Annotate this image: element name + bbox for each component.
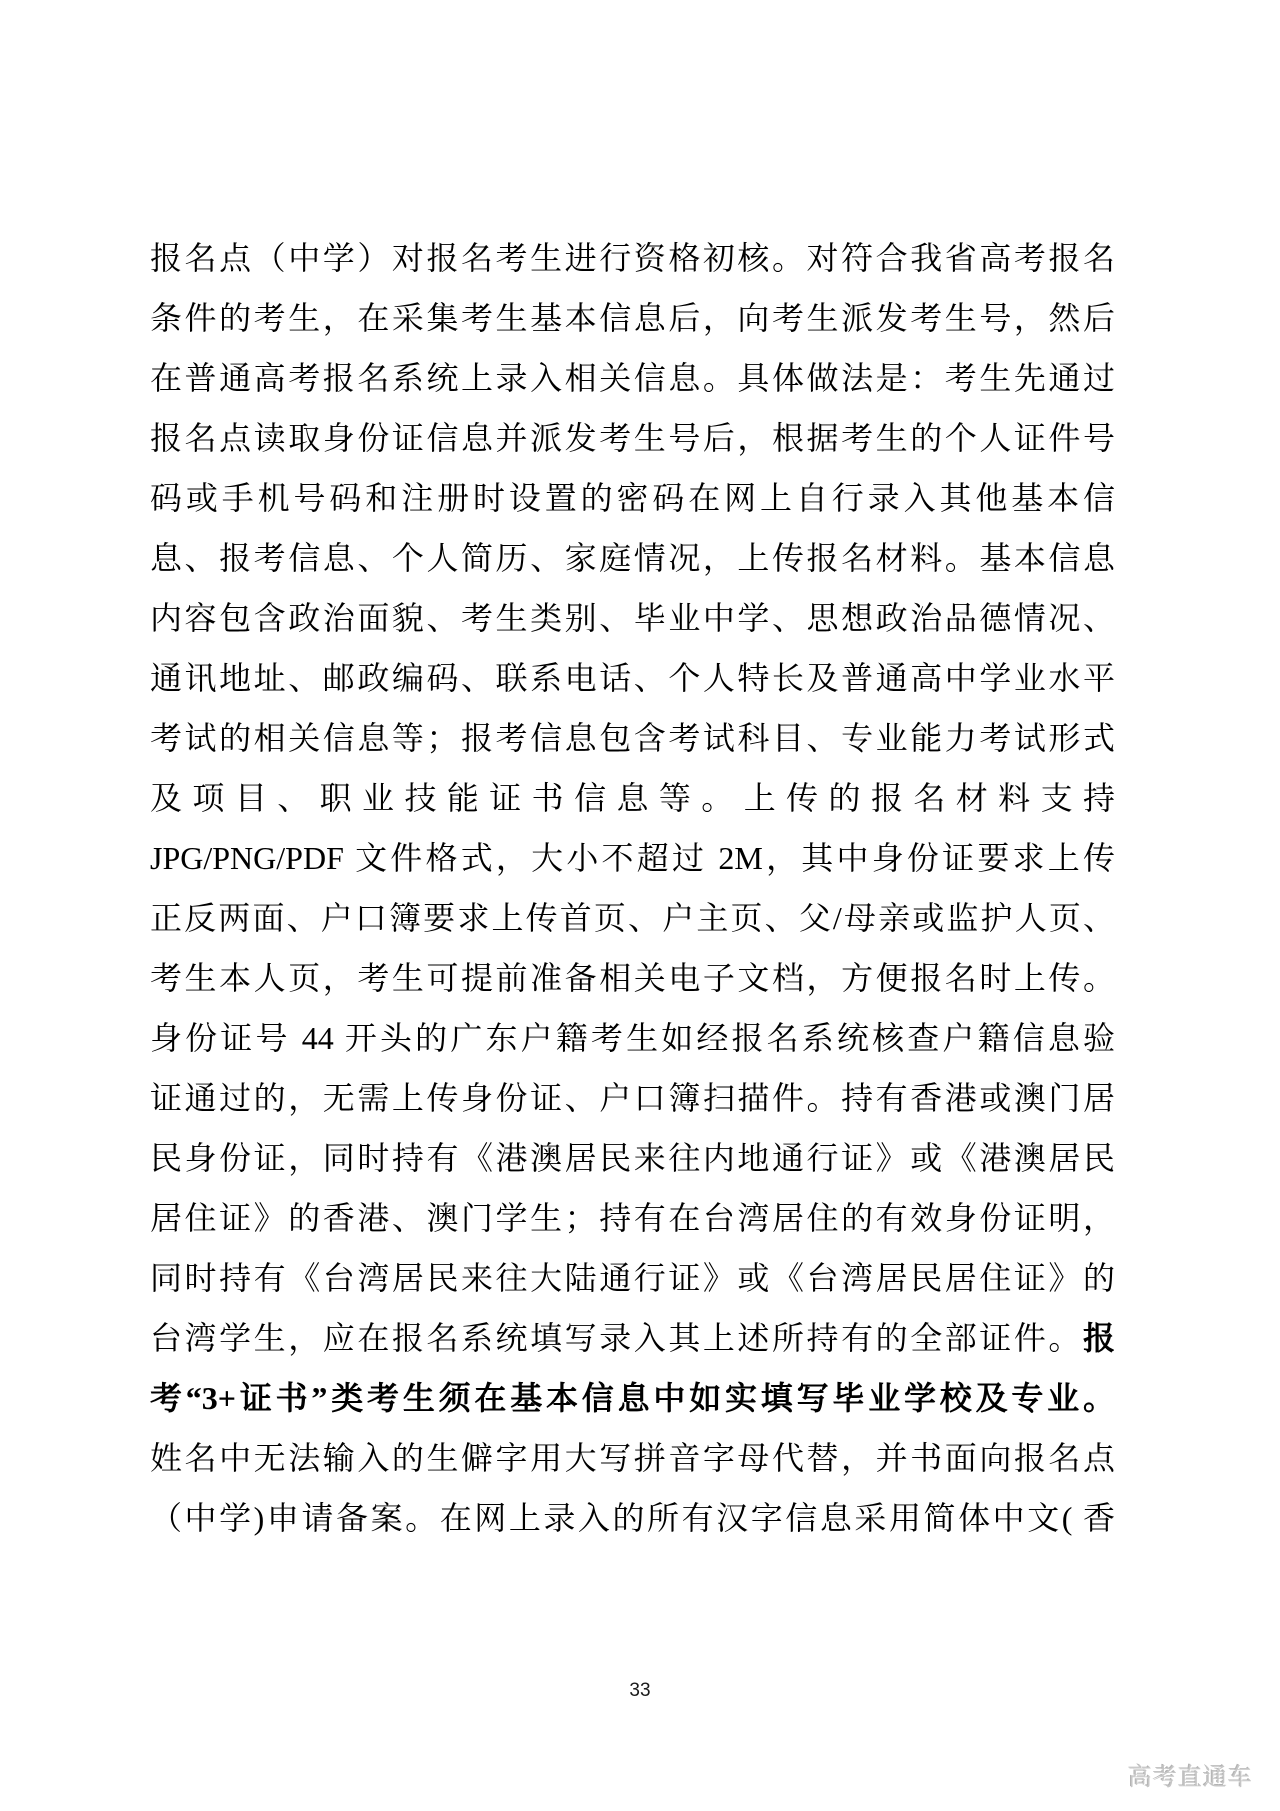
text-segment: 报名点读取身份证信息并派发考生号后，根据考生的个人证件号 [150, 420, 1115, 456]
text-line [150, 1308, 1115, 1368]
text-line [150, 1188, 1115, 1248]
page-number: 33 [629, 1680, 651, 1701]
text-segment: 姓名中无法输入的生僻字用大写拼音字母代替，并书面向报名点 [150, 1440, 1115, 1476]
text-segment: 息、报考信息、个人简历、家庭情况，上传报名材料。基本信息 [150, 540, 1115, 576]
bold-text-segment: 考“3+证书”类考生须在基本信息中如实填写毕业学校及专业。 [150, 1380, 1115, 1416]
bold-text-segment: 报 [1082, 1320, 1115, 1356]
text-segment: 同时持有《台湾居民来往大陆通行证》或《台湾居民居住证》的 [150, 1260, 1115, 1296]
text-segment: 通讯地址、邮政编码、联系电话、个人特长及普通高中学业水平 [150, 660, 1115, 696]
text-segment: 民身份证，同时持有《港澳居民来往内地通行证》或《港澳居民 [150, 1140, 1115, 1176]
text-line [150, 1248, 1115, 1308]
text-segment: 证通过的，无需上传身份证、户口簿扫描件。持有香港或澳门居 [150, 1080, 1115, 1116]
text-segment: 身份证号 44 开头的广东户籍考生如经报名系统核查户籍信息验 [150, 1020, 1115, 1056]
text-segment: 台湾学生，应在报名系统填写录入其上述所持有的全部证件。 [150, 1320, 1083, 1356]
text-line [150, 348, 1115, 408]
text-segment: 及项目、职业技能证书信息等。上传的报名材料支持 [150, 780, 1115, 816]
watermark: 高考直通车 [1128, 1764, 1253, 1791]
text-segment: 考生本人页，考生可提前准备相关电子文档，方便报名时上传。 [150, 960, 1115, 996]
text-line [150, 828, 1115, 888]
text-segment: 条件的考生，在采集考生基本信息后，向考生派发考生号，然后 [150, 300, 1115, 336]
text-line [150, 288, 1115, 348]
text-line [150, 1488, 1115, 1548]
text-segment: 内容包含政治面貌、考生类别、毕业中学、思想政治品德情况、 [150, 600, 1115, 636]
text-line [150, 708, 1115, 768]
text-line [150, 888, 1115, 948]
text-line [150, 948, 1115, 1008]
text-block [150, 228, 1115, 1548]
text-segment: 在普通高考报名系统上录入相关信息。具体做法是：考生先通过 [150, 360, 1115, 396]
text-line [150, 228, 1115, 288]
text-segment: JPG/PNG/PDF 文件格式，大小不超过 2M，其中身份证要求上传 [150, 840, 1115, 876]
text-segment: 考试的相关信息等；报考信息包含考试科目、专业能力考试形式 [150, 720, 1115, 756]
text-line [150, 1068, 1115, 1128]
text-line [150, 1368, 1115, 1428]
text-line [150, 1008, 1115, 1068]
text-line [150, 1128, 1115, 1188]
text-segment: 码或手机号码和注册时设置的密码在网上自行录入其他基本信 [150, 480, 1115, 516]
text-line [150, 648, 1115, 708]
text-line [150, 768, 1115, 828]
text-segment: （中学)申请备案。在网上录入的所有汉字信息采用简体中文( 香 [150, 1500, 1115, 1536]
text-segment: 居住证》的香港、澳门学生；持有在台湾居住的有效身份证明， [150, 1200, 1115, 1236]
text-segment: 正反两面、户口簿要求上传首页、户主页、父/母亲或监护人页、 [150, 900, 1115, 936]
text-line [150, 468, 1115, 528]
text-line [150, 588, 1115, 648]
text-line [150, 408, 1115, 468]
text-segment: 报名点（中学）对报名考生进行资格初核。对符合我省高考报名 [150, 240, 1115, 276]
text-line [150, 1428, 1115, 1488]
text-line [150, 528, 1115, 588]
